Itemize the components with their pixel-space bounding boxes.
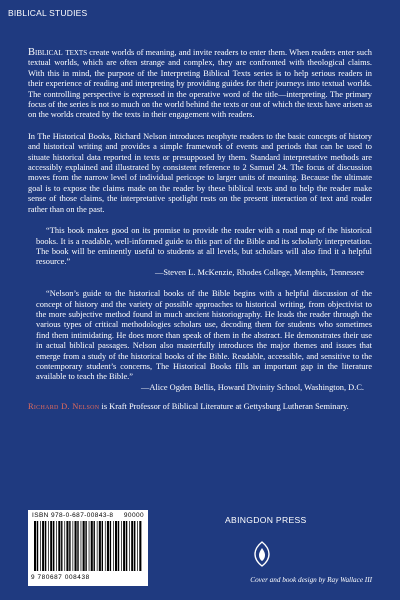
- author-bio-text: is Kraft Professor of Biblical Literature at Gettysburg Lutheran Seminary.: [99, 402, 349, 412]
- barcode-bar: [107, 521, 109, 571]
- review-attribution-2: —Alice Ogden Bellis, Howard Divinity School, Washington, D.C.: [141, 382, 364, 392]
- barcode-bar: [77, 521, 78, 571]
- barcode-bar: [58, 521, 60, 571]
- barcode-bar: [94, 521, 95, 571]
- barcode-bar: [126, 521, 127, 571]
- barcode-bar: [53, 521, 54, 571]
- barcode-isbn-line: [32, 512, 144, 519]
- barcode-bar: [48, 521, 49, 571]
- barcode-bar: [137, 521, 138, 571]
- barcode-bar: [139, 521, 141, 571]
- barcode-bar: [110, 521, 111, 571]
- barcode-bar: [134, 521, 135, 571]
- series-intro-text: create worlds of meaning, and invite readers to enter them. When readers enter such textual worlds, which are often strange and complex, they are confronted with theological claims. With this in mind, the purpose of the Interpreting Biblical Texts series is to help serious readers in their experience of reading and interpreting by providing guides for their journeys into textual worlds. The controlling perspective is expressed in the operative word of the title—interpreting. The primary focus of the series is not so much on the world behind the texts or out of which the texts have arisen as on the worlds created by the texts in their engagement with readers.: [28, 48, 372, 120]
- review-quote-2: “Nelson’s guide to the historical books of the Bible begins with a helpful discussion of the concept of history and the variety of possible approaches to historical writing, from objectivist to the more subjective method found in much ancient historiography. He leads the reader through the various types of critical methodologies scholars use, decoding them for students who sometimes find them intimidating. He does more than speak of them in the abstract. He demonstrates their use in actual biblical passages. Nelson also masterfully introduces the major themes and issues that emerge from a study of the historical books of the Bible. Readable, accessible, and sensitive to the contemporary student’s concerns, The Historical Books fills an important gap in the literature available to teach the Bible.”: [36, 289, 372, 382]
- intro-drop-words: Biblical texts: [28, 47, 88, 58]
- barcode-digits: 9 780687 008438: [31, 574, 90, 581]
- barcode-bar: [129, 521, 130, 571]
- barcode-bar: [118, 521, 119, 571]
- author-name: Richard D. Nelson: [28, 402, 100, 412]
- barcode-bar: [73, 521, 74, 571]
- barcode-bars: [34, 521, 142, 571]
- barcode-bar: [113, 521, 114, 571]
- book-description: In The Historical Books, Richard Nelson introduces neophyte readers to the basic concepts of history and historical writing and provides a simple framework of events and periods that can be used to situate historical data reported in texts or presupposed by them. Standard interpretative methods are accessibly explained and illustrated by consistent reference to 2 Samuel 24. The focus of discussion moves from the narrow level of individual pericope to larger units of meaning. Because the ultimate goal is to expose the claims made on the reader by these biblical texts and to help the reader make sense of those claims, the interpretative spotlight rests on the present interaction of text and reader rather than on the past.: [28, 131, 372, 214]
- review-attribution-1: —Steven L. McKenzie, Rhodes College, Memphis, Tennessee: [154, 267, 364, 277]
- barcode-bar: [69, 521, 70, 571]
- barcode-bar: [75, 521, 77, 571]
- category-label: BIBLICAL STUDIES: [8, 8, 88, 18]
- barcode-bar: [50, 521, 52, 571]
- barcode-bar: [85, 521, 86, 571]
- barcode-bar: [121, 521, 122, 571]
- author-bio: [28, 402, 372, 412]
- barcode-bar: [64, 521, 65, 571]
- barcode-bar: [56, 521, 57, 571]
- barcode-bar: [97, 521, 98, 571]
- design-credit: Cover and book design by Ray Wallace III: [250, 576, 372, 584]
- barcode-bar: [42, 521, 44, 571]
- barcode-bar: [37, 521, 38, 571]
- barcode-bar: [66, 521, 68, 571]
- publisher-logo-icon: [248, 540, 276, 568]
- price-code: 90000: [123, 512, 144, 519]
- barcode-bar: [40, 521, 41, 571]
- back-cover-text: [28, 48, 372, 413]
- barcode-bar: [99, 521, 101, 571]
- isbn-number: ISBN 978-0-687-00843-8: [32, 512, 114, 519]
- publisher-name: ABINGDON PRESS: [225, 515, 307, 525]
- barcode-bar: [81, 521, 82, 571]
- barcode-bar: [61, 521, 62, 571]
- barcode-bar: [45, 521, 46, 571]
- barcode-bar: [91, 521, 93, 571]
- review-quote-1: “This book makes good on its promise to provide the reader with a road map of the historical books. It is a readable, well-informed guide to this part of the Bible and its scholarly interpretation. The book will be eminently useful to students at all levels, but scholars will also find it a helpful resource.”: [36, 226, 372, 267]
- barcode-bar: [83, 521, 85, 571]
- barcode-bar: [123, 521, 125, 571]
- barcode-bar: [89, 521, 90, 571]
- isbn-barcode: [28, 510, 148, 586]
- barcode-bar: [115, 521, 117, 571]
- series-intro: [28, 48, 372, 121]
- barcode-bar: [131, 521, 133, 571]
- barcode-bar: [34, 521, 36, 571]
- barcode-bar: [102, 521, 103, 571]
- barcode-bar: [105, 521, 106, 571]
